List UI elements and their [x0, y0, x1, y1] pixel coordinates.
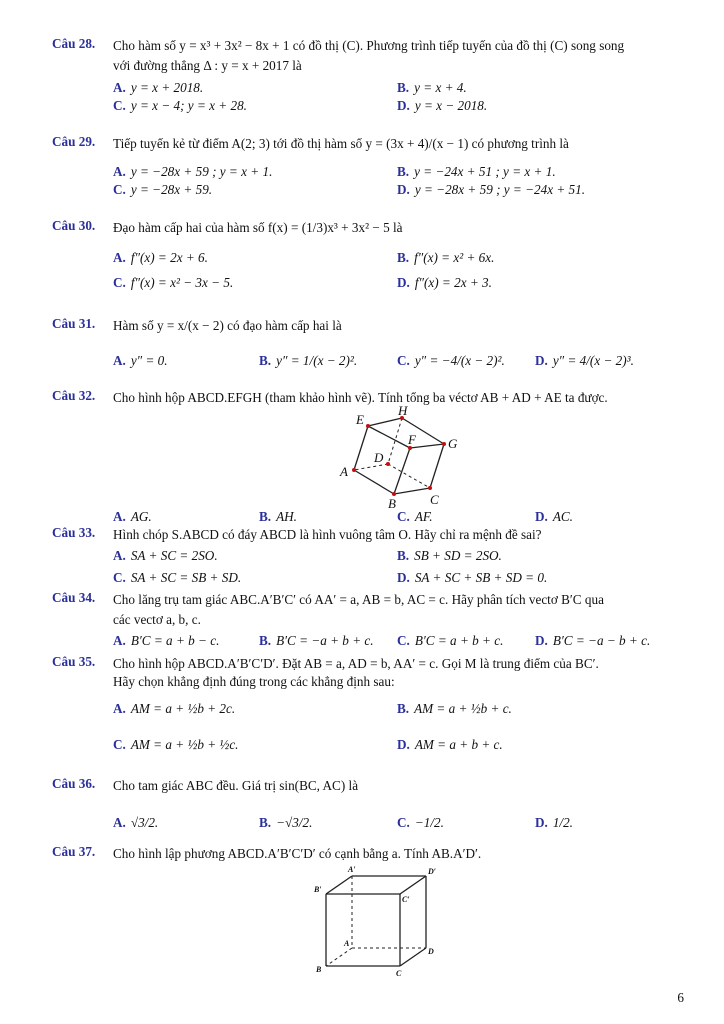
question-number: Câu 32.: [52, 388, 96, 403]
option-b[interactable]: B. −√3/2.: [259, 815, 313, 830]
label-g: G: [448, 436, 458, 451]
cube-figure: [310, 866, 440, 978]
question-stem: Tiếp tuyến kẻ từ điểm A(2; 3) tới đồ thị hàm số y = (3x + 4)/(x − 1) có phương trình là: [113, 136, 569, 151]
option-c[interactable]: C. AM = a + ½b + ½c.: [113, 737, 239, 752]
option-d[interactable]: D. y = x − 2018.: [397, 98, 488, 113]
question-stem: Hình chóp S.ABCD có đáy ABCD là hình vuông tâm O. Hãy chỉ ra mệnh đề sai?: [113, 527, 542, 542]
label-b: B: [316, 965, 322, 974]
label-h: H: [398, 406, 408, 418]
box-figure: [330, 406, 470, 510]
question-number: Câu 29.: [52, 134, 96, 149]
label-d: D: [428, 947, 434, 956]
option-a[interactable]: A. y″ = 0.: [113, 353, 168, 368]
option-b[interactable]: B. AM = a + ½b + c.: [397, 701, 512, 716]
label-d1: D′: [428, 867, 437, 876]
option-a[interactable]: A. y = x + 2018.: [113, 80, 204, 95]
option-c[interactable]: C. −1/2.: [397, 815, 444, 830]
option-b[interactable]: B. AH.: [259, 509, 297, 524]
label-e: E: [356, 412, 364, 427]
question-stem: Đạo hàm cấp hai của hàm số f(x) = (1/3)x³ + 3x² − 5 là: [113, 220, 403, 235]
option-a[interactable]: A. √3/2.: [113, 815, 159, 830]
question-stem: các vectơ a, b, c.: [113, 612, 201, 627]
option-c[interactable]: C. SA + SC = SB + SD.: [113, 570, 242, 585]
label-c: C: [430, 492, 439, 507]
option-a[interactable]: A. SA + SC = 2SO.: [113, 548, 218, 563]
option-a[interactable]: A. B′C = a + b − c.: [113, 633, 220, 648]
question-stem: Cho hình lập phương ABCD.A′B′C′D′ có cạnh bằng a. Tính AB.A′D′.: [113, 846, 482, 861]
option-b[interactable]: B. f″(x) = x² + 6x.: [397, 250, 495, 265]
option-b[interactable]: B. SB + SD = 2SO.: [397, 548, 502, 563]
question-stem: Hãy chọn khẳng định đúng trong các khẳng định sau:: [113, 674, 395, 689]
question-stem: Cho hình hộp ABCD.A′B′C′D′. Đặt AB = a, AD = b, AA′ = c. Gọi M là trung điểm của BC′.: [113, 656, 599, 671]
page-number: 6: [677, 990, 684, 1005]
label-c: C: [396, 969, 402, 978]
option-b[interactable]: B. B′C = −a + b + c.: [259, 633, 374, 648]
question-number: Câu 33.: [52, 525, 96, 540]
label-a: A: [340, 464, 348, 479]
option-b[interactable]: B. y = −24x + 51 ; y = x + 1.: [397, 164, 556, 179]
option-c[interactable]: C. y″ = −4/(x − 2)².: [397, 353, 505, 368]
question-number: Câu 37.: [52, 844, 96, 859]
question-number: Câu 35.: [52, 654, 96, 669]
label-b1: B′: [314, 885, 322, 894]
question-number: Câu 34.: [52, 590, 96, 605]
option-d[interactable]: D. 1/2.: [535, 815, 573, 830]
label-a1: A′: [348, 866, 356, 874]
question-stem: Cho hình hộp ABCD.EFGH (tham khảo hình vẽ). Tính tổng ba véctơ AB + AD + AE ta được.: [113, 390, 608, 405]
option-d[interactable]: D. AM = a + b + c.: [397, 737, 503, 752]
question-number: Câu 30.: [52, 218, 96, 233]
option-d[interactable]: D. AC.: [535, 509, 573, 524]
option-c[interactable]: C. f″(x) = x² − 3x − 5.: [113, 275, 234, 290]
label-b: B: [388, 496, 396, 510]
option-b[interactable]: B. y = x + 4.: [397, 80, 467, 95]
option-a[interactable]: A. y = −28x + 59 ; y = x + 1.: [113, 164, 273, 179]
label-c1: C′: [402, 895, 410, 904]
question-stem: với đường thẳng Δ : y = x + 2017 là: [113, 58, 302, 73]
option-a[interactable]: A. f″(x) = 2x + 6.: [113, 250, 208, 265]
option-d[interactable]: D. y″ = 4/(x − 2)³.: [535, 353, 634, 368]
option-c[interactable]: C. y = −28x + 59.: [113, 182, 213, 197]
option-a[interactable]: A. AM = a + ½b + 2c.: [113, 701, 236, 716]
option-a[interactable]: A. AG.: [113, 509, 152, 524]
option-d[interactable]: D. B′C = −a − b + c.: [535, 633, 651, 648]
question-stem: Hàm số y = x/(x − 2) có đạo hàm cấp hai là: [113, 318, 342, 333]
question-number: Câu 28.: [52, 36, 96, 51]
option-c[interactable]: C. y = x − 4; y = x + 28.: [113, 98, 247, 113]
option-d[interactable]: D. f″(x) = 2x + 3.: [397, 275, 492, 290]
option-d[interactable]: D. y = −28x + 59 ; y = −24x + 51.: [397, 182, 586, 197]
label-a: A: [344, 939, 350, 948]
question-number: Câu 31.: [52, 316, 96, 331]
question-stem: Cho lăng trụ tam giác ABC.A′B′C′ có AA′ = a, AB = b, AC = c. Hãy phân tích vectơ B′C qua: [113, 592, 604, 607]
option-c[interactable]: C. B′C = a + b + c.: [397, 633, 504, 648]
option-b[interactable]: B. y″ = 1/(x − 2)².: [259, 353, 358, 368]
option-c[interactable]: C. AF.: [397, 509, 433, 524]
label-d: D: [374, 450, 384, 465]
question-stem: Cho tam giác ABC đều. Giá trị sin(BC, AC) là: [113, 778, 359, 793]
option-d[interactable]: D. SA + SC + SB + SD = 0.: [397, 570, 548, 585]
label-f: F: [408, 432, 416, 447]
question-number: Câu 36.: [52, 776, 96, 791]
question-stem: Cho hàm số y = x³ + 3x² − 8x + 1 có đồ thị (C). Phương trình tiếp tuyến của đồ thị (C) song song: [113, 38, 625, 53]
